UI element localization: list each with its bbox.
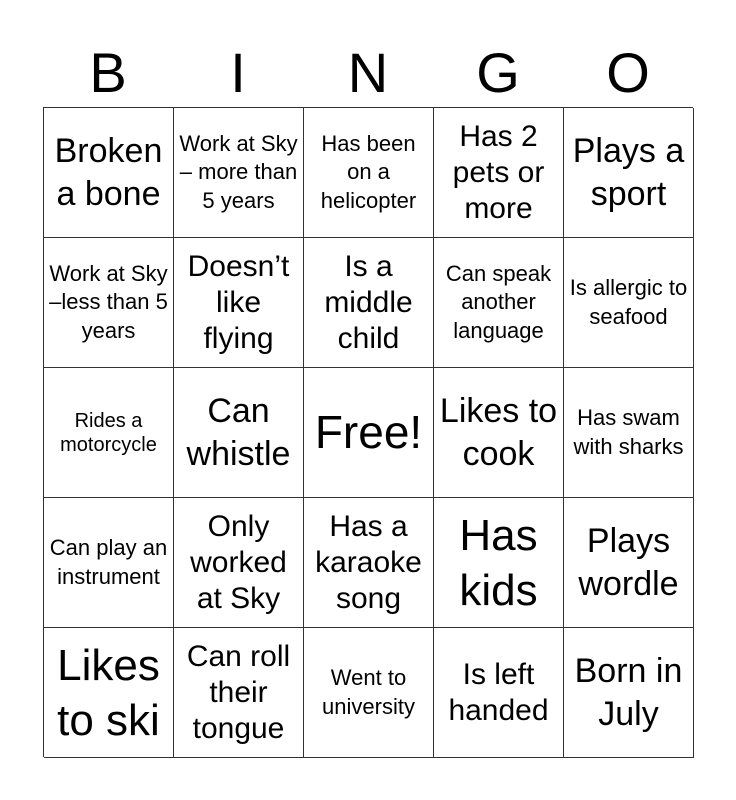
cell-label: Doesn’t like flying (187, 249, 290, 355)
bingo-cell[interactable] (564, 108, 694, 238)
cell-label: Plays wordle (578, 522, 679, 603)
bingo-cell[interactable] (174, 238, 304, 368)
cell-label: Has swam with sharks (573, 404, 684, 459)
cell-label: Has a karaoke song (315, 509, 422, 615)
cell-label: Can play an instrument (49, 534, 168, 589)
bingo-cell[interactable] (44, 238, 174, 368)
header-letter-n: N (347, 41, 389, 104)
cell-label: Only worked at Sky (190, 509, 287, 615)
bingo-cell[interactable] (304, 628, 434, 758)
bingo-cell[interactable] (304, 238, 434, 368)
bingo-card-grid (43, 107, 693, 757)
bingo-header (43, 38, 693, 108)
bingo-cell[interactable] (174, 368, 304, 498)
bingo-cell[interactable] (174, 498, 304, 628)
cell-label: Has been on a helicopter (320, 130, 417, 213)
bingo-cell[interactable] (564, 368, 694, 498)
bingo-cell[interactable] (304, 108, 434, 238)
bingo-cell[interactable] (434, 108, 564, 238)
free-space-cell[interactable] (304, 368, 434, 498)
cell-label: Rides a motorcycle (60, 409, 157, 456)
bingo-cell[interactable] (44, 498, 174, 628)
bingo-cell[interactable] (304, 498, 434, 628)
free-space-label: Free! (314, 405, 423, 458)
bingo-cell[interactable] (564, 498, 694, 628)
header-letter-i: I (230, 41, 246, 104)
cell-label: Can speak another language (445, 260, 552, 343)
cell-label: Is left handed (448, 657, 549, 727)
header-letter-b: B (89, 41, 127, 104)
cell-label: Born in July (574, 652, 683, 733)
bingo-cell[interactable] (44, 628, 174, 758)
bingo-cell[interactable] (564, 238, 694, 368)
bingo-cell[interactable] (564, 628, 694, 758)
bingo-cell[interactable] (434, 628, 564, 758)
header-letter-g: G (476, 41, 520, 104)
cell-label: Work at Sky –less than 5 years (49, 260, 168, 343)
bingo-cell[interactable] (434, 498, 564, 628)
bingo-cell[interactable] (434, 368, 564, 498)
cell-label: Can roll their tongue (186, 639, 291, 745)
cell-label: Work at Sky – more than 5 years (179, 130, 298, 213)
bingo-cell[interactable] (174, 108, 304, 238)
cell-label: Can whistle (186, 392, 291, 473)
cell-label: Is allergic to seafood (569, 274, 688, 329)
header-letter-o: O (606, 41, 650, 104)
bingo-cell[interactable] (434, 238, 564, 368)
cell-label: Has kids (459, 510, 538, 615)
cell-label: Is a middle child (324, 249, 413, 355)
cell-label: Broken a bone (54, 132, 163, 213)
cell-label: Likes to cook (439, 392, 558, 473)
bingo-cell[interactable] (44, 368, 174, 498)
cell-label: Likes to ski (57, 640, 160, 745)
cell-label: Went to university (322, 664, 415, 719)
cell-label: Has 2 pets or more (452, 119, 545, 225)
bingo-cell[interactable] (44, 108, 174, 238)
cell-label: Plays a sport (572, 132, 685, 213)
bingo-cell[interactable] (174, 628, 304, 758)
